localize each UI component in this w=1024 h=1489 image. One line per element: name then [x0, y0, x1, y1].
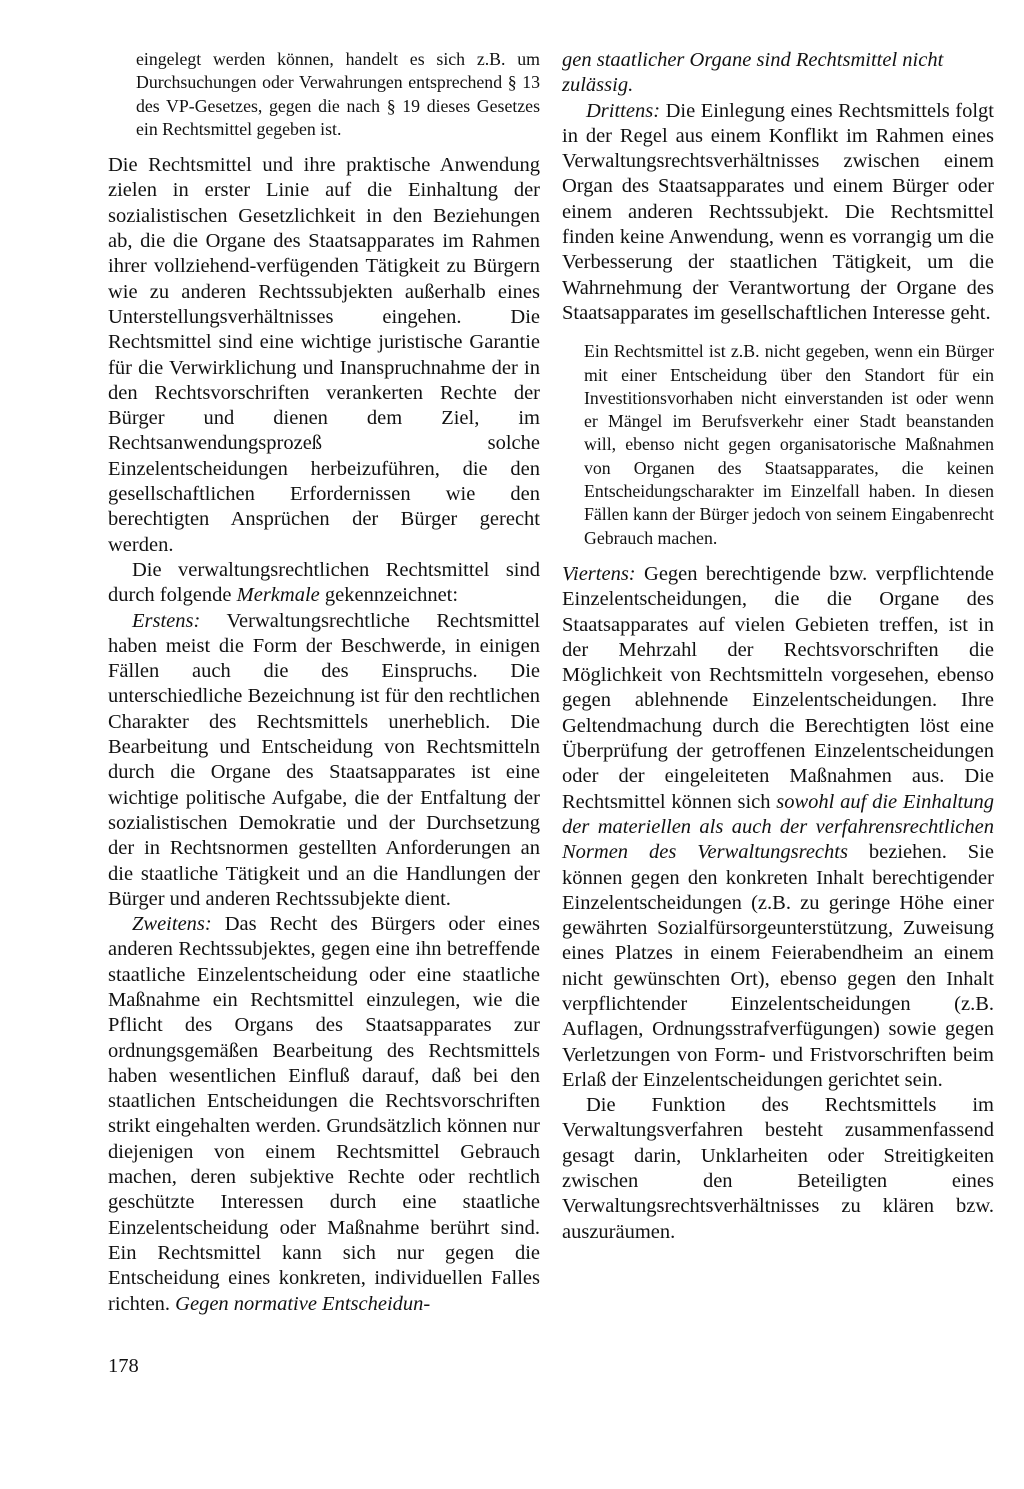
drittens-label: Drittens: — [586, 99, 661, 122]
left-column — [108, 48, 540, 1317]
erstens-text: Verwaltungsrechtliche Rechtsmittel haben meist die Form der Beschwerde, in einigen Fällen auch die des Einspruchs. Die unterschiedliche Bezeichnung ist für den rechtlichen Charakter des Rechtsmittels unerheblich. Die Bearbeitung und Entscheidung von Rechtsmitteln durch die Organe des Staatsapparates ist eine wichtige politische Aufgabe, die der Entfaltung der sozialistischen Demokratie und der Durchsetzung der in Rechtsnormen gestellten Anforderungen an die staatliche Tätigkeit und an die Handlungen der Bürger und anderen Rechtssubjekte dient. — [108, 609, 540, 910]
viertens-emphasis: sowohl auf die Einhaltung der materiellen als auch der verfahrensrechtlichen Normen des Verwaltungsrechts — [562, 790, 994, 864]
zweitens-label: Zweitens: — [132, 913, 212, 936]
drittens-text: Die Einlegung eines Rechtsmittels folgt in der Regel aus einem Konflikt im Rahmen eines Verwaltungsrechtsverhältnisses zwischen einem Organ des Staatsapparates und einem Bürger oder einem anderen Rechtssubjekt. Die Rechtsmittel finden keine Anwendung, wenn es vorrangig um die Verbesserung der staatlichen Tätigkeit, um die Wahrnehmung der Verantwortung der Organe des Staatsapparates im gesellschaftlichen Interesse geht. — [562, 99, 994, 324]
continued-emphasis: gen staatlicher Organe sind Rechtsmittel nicht zulässig. — [562, 49, 944, 97]
p2-text-post: gekennzeichnet: — [319, 584, 459, 607]
zweitens-emphasis: Gegen normative Entscheidun- — [175, 1292, 431, 1315]
p2-text-pre: Die verwaltungsrechtlichen Rechtsmittel sind durch folgende — [108, 558, 540, 607]
footnote-paragraph: eingelegt werden können, handelt es sich z.B. um Durchsuchungen oder Verwahrungen entsprechend § 13 des VP-Gesetzes, gegen die nach § 19 dieses Gesetzes ein Rechtsmittel gegeben ist. — [136, 49, 540, 139]
body-paragraph-funktion: Die Funktion des Rechtsmittels im Verwaltungsverfahren besteht zusammenfassend gesagt darin, Unklarheiten oder Streitigkeiten zwischen den Beteiligten eines Verwaltungsrechtsverhältnisses zu klären bzw. auszuräumen. — [562, 1094, 994, 1243]
body-paragraph-drittens — [562, 99, 994, 327]
viertens-label: Viertens: — [562, 562, 636, 585]
body-paragraph-2 — [108, 558, 540, 609]
body-paragraph-erstens — [108, 609, 540, 913]
body-paragraph-zweitens — [108, 912, 540, 1317]
example-note-paragraph: Ein Rechtsmittel ist z.B. nicht gegeben, wenn ein Bürger mit einer Entscheidung über den Standort für ein Investitionsvorhaben nicht einverstanden ist oder wenn er Mängel im Berufsverkehr einer Stadt beanstanden will, ebenso nicht gegen organisatorische Maßnahmen von Organen des Staatsapparates, die keinen Entscheidungscharakter im Einzelfall haben. In diesen Fällen kann der Bürger jedoch von seinem Eingabenrecht Gebrauch machen. — [584, 341, 994, 548]
erstens-label: Erstens: — [132, 609, 201, 632]
body-paragraph-continued — [562, 48, 994, 99]
right-column — [562, 48, 994, 1245]
p2-emphasis: Merkmale — [236, 584, 320, 607]
zweitens-text: Das Recht des Bürgers oder eines anderen Rechtssubjektes, gegen eine ihn betreffende staatliche Einzelentscheidung oder eine staatliche Maßnahme ein Rechtsmittel einzulegen, wie die Pflicht des Organs des Staatsapparates zur ordnungsgemäßen Bearbeitung des Rechtsmittels haben wesentlichen Einfluß darauf, daß bei den staatlichen Entscheidungen die Rechtsvorschriften strikt eingehalten werden. Grundsätzlich können nur diejenigen von einem Rechtsmittel Gebrauch machen, deren subjektive Rechte oder rechtlich geschützte Interessen durch eine staatliche Einzelentscheidung oder Maßnahme berührt sind. Ein Rechtsmittel kann sich nur gegen die Entscheidung eines konkreten, individuellen Falles richten. — [108, 913, 540, 1315]
body-paragraph-viertens — [562, 562, 994, 1093]
page-number: 178 — [108, 1355, 139, 1377]
body-paragraph-1: Die Rechtsmittel und ihre praktische Anwendung zielen in erster Linie auf die Einhaltung der sozialistischen Gesetzlichkeit in den Beziehungen ab, die die Organe des Staatsapparates im Rahmen ihrer vollziehend-verfügenden Tätigkeit zu Bürgern wie zu anderen Rechtssubjekten außerhalb eines Unterstellungsverhältnisses eingehen. Die Rechtsmittel sind eine wichtige juristische Garantie für die Verwirklichung und Inanspruchnahme der in den Rechtsvorschriften verankerten Rechte der Bürger und dienen dem Ziel, im Rechtsanwendungsprozeß solche Einzelentscheidungen herbeizuführen, die den gesellschaftlichen Erfordernissen wie den berechtigten Ansprüchen der Bürger gerecht werden. — [108, 154, 540, 556]
viertens-text-1: Gegen berechtigende bzw. verpflichtende Einzelentscheidungen, die die Organe des Staatsapparates auf vielen Gebieten treffen, ist in der Mehrzahl der Rechtsvorschriften die Möglichkeit von Rechtsmitteln vorgesehen, ebenso gegen ablehnende Einzelentscheidungen. Ihre Geltendmachung durch die Berechtigten löst eine Überprüfung der getroffenen Einzelentscheidungen oder der eingeleiteten Maßnahmen aus. Die Rechtsmittel können sich — [562, 562, 994, 813]
viertens-text-2: beziehen. Sie können gegen den konkreten Inhalt berechtigender Einzelentscheidungen (z.B. zu geringe Höhe einer gewährten Sozialfürsorgeunterstützung, Zuweisung eines Platzes in einem Feierabendheim an einem nicht gewünschten Ort), ebenso gegen den Inhalt verpflichtender Einzelentscheidungen (z.B. Auflagen, Ordnungsstrafverfügungen) sowie gegen Verletzungen von Form- und Fristvorschriften beim Erlaß der Einzelentscheidungen gerichtet sein. — [562, 841, 994, 1091]
